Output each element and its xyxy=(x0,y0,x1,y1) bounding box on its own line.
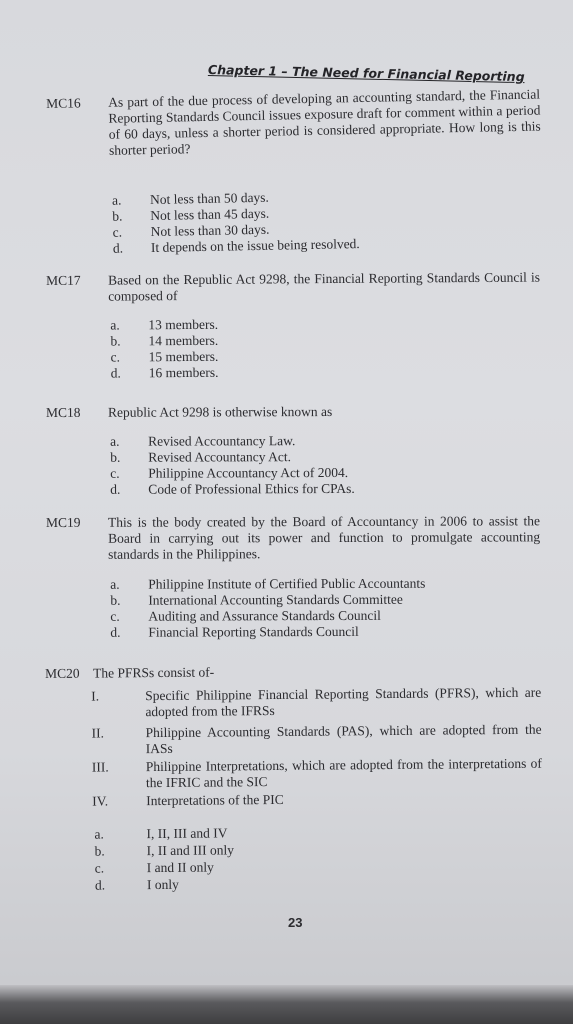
option-letter: b. xyxy=(110,333,121,349)
statement-iii xyxy=(92,756,542,794)
option-text: Philippine Institute of Certified Public Accountants xyxy=(148,575,426,592)
option-text: 14 members. xyxy=(148,332,219,349)
question-text: Republic Act 9298 is otherwise known as xyxy=(107,404,333,420)
option-letter: a. xyxy=(94,826,104,842)
option-text: Revised Accountancy Act. xyxy=(148,449,292,465)
page-bottom-shadow xyxy=(0,985,573,1024)
option-letter: a. xyxy=(110,433,120,449)
statements-list xyxy=(91,685,542,810)
statement-text: Specific Philippine Financial Reporting Standards (PFRS), which are adopted from the IFRSs xyxy=(145,684,542,720)
option-text: 13 members. xyxy=(148,316,219,333)
option-letter: d. xyxy=(112,240,124,256)
option-text: I, II and III only xyxy=(146,842,235,859)
statement-numeral: IV. xyxy=(92,793,109,809)
option-text: It depends on the issue being resolved. xyxy=(150,236,360,256)
question-text: This is the body created by the Board of Accountancy in 2006 to assist the Board in carrying out its power and function to promulgate accounting standards in the Philippines. xyxy=(107,513,541,562)
option-letter: a. xyxy=(110,317,120,333)
statement-text: Philippine Accounting Standards (PAS), which are adopted from the IASs xyxy=(145,721,542,757)
question-number: MC19 xyxy=(46,514,81,530)
statement-numeral: III. xyxy=(91,759,109,775)
statement-text: Interpretations of the PIC xyxy=(146,791,284,809)
statement-text: Philippine Interpretations, which are adopted from the interpretations of the IFRIC and the SIC xyxy=(145,755,542,791)
option-letter: c. xyxy=(110,349,121,365)
option-letter: c. xyxy=(110,465,120,481)
option-text: 15 members. xyxy=(148,348,219,365)
option-text: 16 members. xyxy=(148,364,219,381)
options-list xyxy=(92,825,235,895)
option-letter: a. xyxy=(111,192,122,208)
option-letter: b. xyxy=(112,208,123,224)
option-text: I and II only xyxy=(146,859,214,876)
option-letter: b. xyxy=(110,449,121,465)
option-text: Auditing and Assurance Standards Council xyxy=(148,607,381,624)
option-text: I only xyxy=(146,876,179,893)
option-text: Financial Reporting Standards Council xyxy=(148,623,359,640)
option-text: Not less than 45 days. xyxy=(150,205,270,224)
question-number: MC20 xyxy=(45,665,80,681)
question-number: MC16 xyxy=(46,95,81,111)
option-text: Not less than 30 days. xyxy=(150,221,270,240)
option-text: I, II, III and IV xyxy=(146,825,228,842)
question-number: MC17 xyxy=(46,272,81,288)
option-letter: a. xyxy=(110,576,120,592)
option-text: Not less than 50 days. xyxy=(149,189,270,208)
options-list xyxy=(110,189,360,257)
option-letter: c. xyxy=(112,224,123,240)
option-letter: d. xyxy=(110,624,121,640)
statement-numeral: II. xyxy=(91,725,105,741)
question-text: As part of the due process of developing an accounting standard, the Financial Reporting Standards Council issues exposure draft for comment within a period of 60 days, unless a shorter period is considered appropriate. How long is this shorter period? xyxy=(107,86,541,158)
statement-iv xyxy=(92,790,542,810)
question-text: Based on the Republic Act 9298, the Financial Reporting Standards Council is composed of xyxy=(107,269,541,304)
statement-ii xyxy=(92,722,542,760)
page-number: 23 xyxy=(288,915,303,930)
option-letter: b. xyxy=(110,592,121,608)
chapter-header: Chapter 1 – The Need for Financial Reporting xyxy=(207,62,525,85)
option-letter: c. xyxy=(110,608,120,624)
option-letter: d. xyxy=(110,481,121,497)
option-letter: c. xyxy=(94,860,105,876)
option-letter: d. xyxy=(110,365,121,381)
option-text: International Accounting Standards Committee xyxy=(148,591,403,608)
option-letter: b. xyxy=(94,843,105,859)
statement-i xyxy=(91,685,541,726)
question-number: MC18 xyxy=(46,404,81,420)
option-letter: d. xyxy=(94,877,106,893)
option-text: Revised Accountancy Law. xyxy=(148,433,296,449)
question-text: The PFRSs consist of- xyxy=(92,664,215,681)
statement-numeral: I. xyxy=(91,688,100,704)
option-text: Philippine Accountancy Act of 2004. xyxy=(148,464,349,481)
option-text: Code of Professional Ethics for CPAs. xyxy=(148,480,355,497)
